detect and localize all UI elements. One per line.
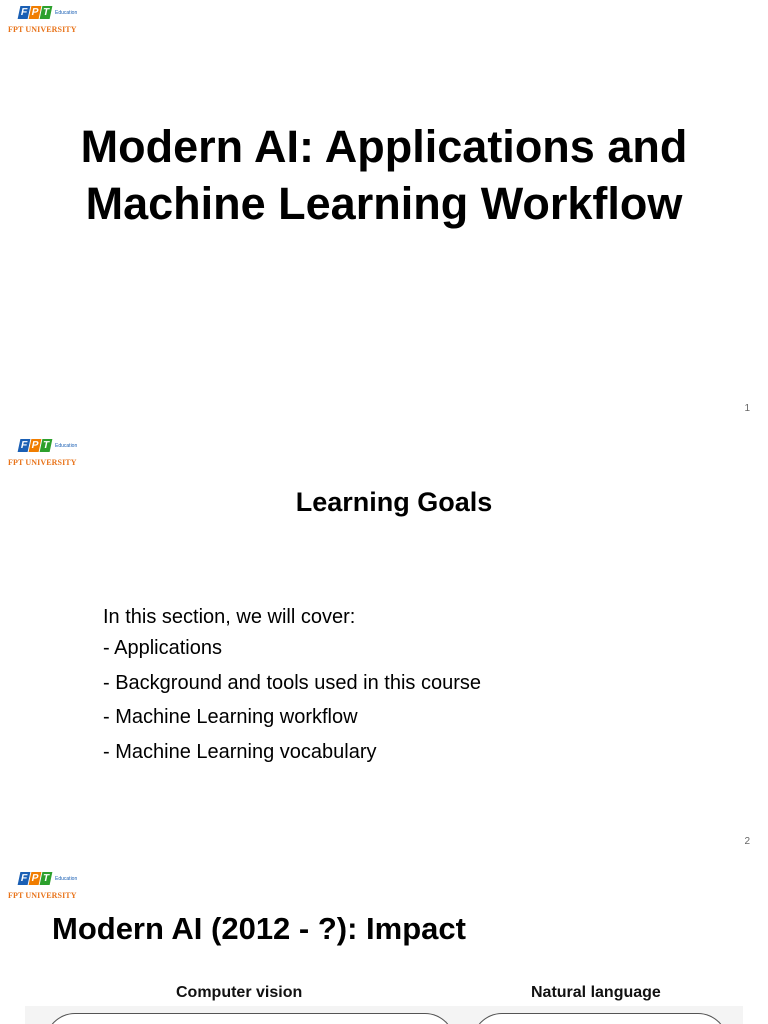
logo-tile-t: T bbox=[40, 6, 53, 19]
logo-university-text: FPT UNIVERSITY bbox=[8, 25, 77, 34]
logo-tile-f: F bbox=[18, 439, 31, 452]
logo-education-text: Education bbox=[55, 876, 78, 882]
panel-label-computer-vision: Computer vision bbox=[176, 984, 303, 1001]
logo-education-text: Education bbox=[55, 443, 78, 449]
slide-title-line-2: Machine Learning Workflow bbox=[85, 178, 683, 229]
slide-title: Modern AI (2012 - ?): Impact bbox=[52, 911, 466, 946]
fpt-tiles bbox=[19, 439, 51, 453]
logo-tile-p: P bbox=[30, 873, 40, 884]
panel-label-natural-language: Natural language bbox=[531, 984, 661, 1001]
logo-university-text: FPT UNIVERSITY bbox=[8, 458, 77, 467]
logo-tile-f: F bbox=[18, 872, 31, 885]
slide-1 bbox=[0, 0, 768, 433]
logo-tile-t: T bbox=[40, 439, 53, 452]
fpt-tiles bbox=[19, 6, 51, 20]
goal-item: - Background and tools used in this course bbox=[103, 671, 481, 694]
goal-item: - Machine Learning workflow bbox=[103, 706, 358, 728]
logo-tile-p: P bbox=[30, 7, 40, 18]
slide-3 bbox=[0, 866, 768, 1024]
logo-tile-p: P bbox=[30, 440, 40, 451]
goal-item: - Machine Learning vocabulary bbox=[103, 740, 377, 763]
goal-item: - Applications bbox=[103, 637, 222, 659]
logo-tile-t: T bbox=[40, 872, 53, 885]
computer-vision-panel bbox=[45, 1013, 455, 1024]
logo-tile-f: F bbox=[18, 6, 31, 19]
learning-goals-list bbox=[103, 603, 481, 769]
slide-title-line-1: Modern AI: Applications and bbox=[80, 121, 688, 172]
fpt-logo bbox=[8, 6, 88, 36]
fpt-logo bbox=[8, 439, 88, 469]
slide-title bbox=[0, 118, 768, 232]
fpt-tiles bbox=[19, 872, 51, 886]
fpt-logo bbox=[8, 872, 88, 902]
page-number: 1 bbox=[744, 403, 750, 414]
goals-intro: In this section, we will cover: bbox=[103, 606, 356, 628]
page-number: 2 bbox=[744, 836, 750, 847]
slide-2 bbox=[0, 433, 768, 866]
logo-university-text: FPT UNIVERSITY bbox=[8, 891, 77, 900]
section-title: Learning Goals bbox=[295, 487, 493, 517]
natural-language-panel bbox=[472, 1013, 728, 1024]
logo-education-text: Education bbox=[55, 10, 78, 16]
